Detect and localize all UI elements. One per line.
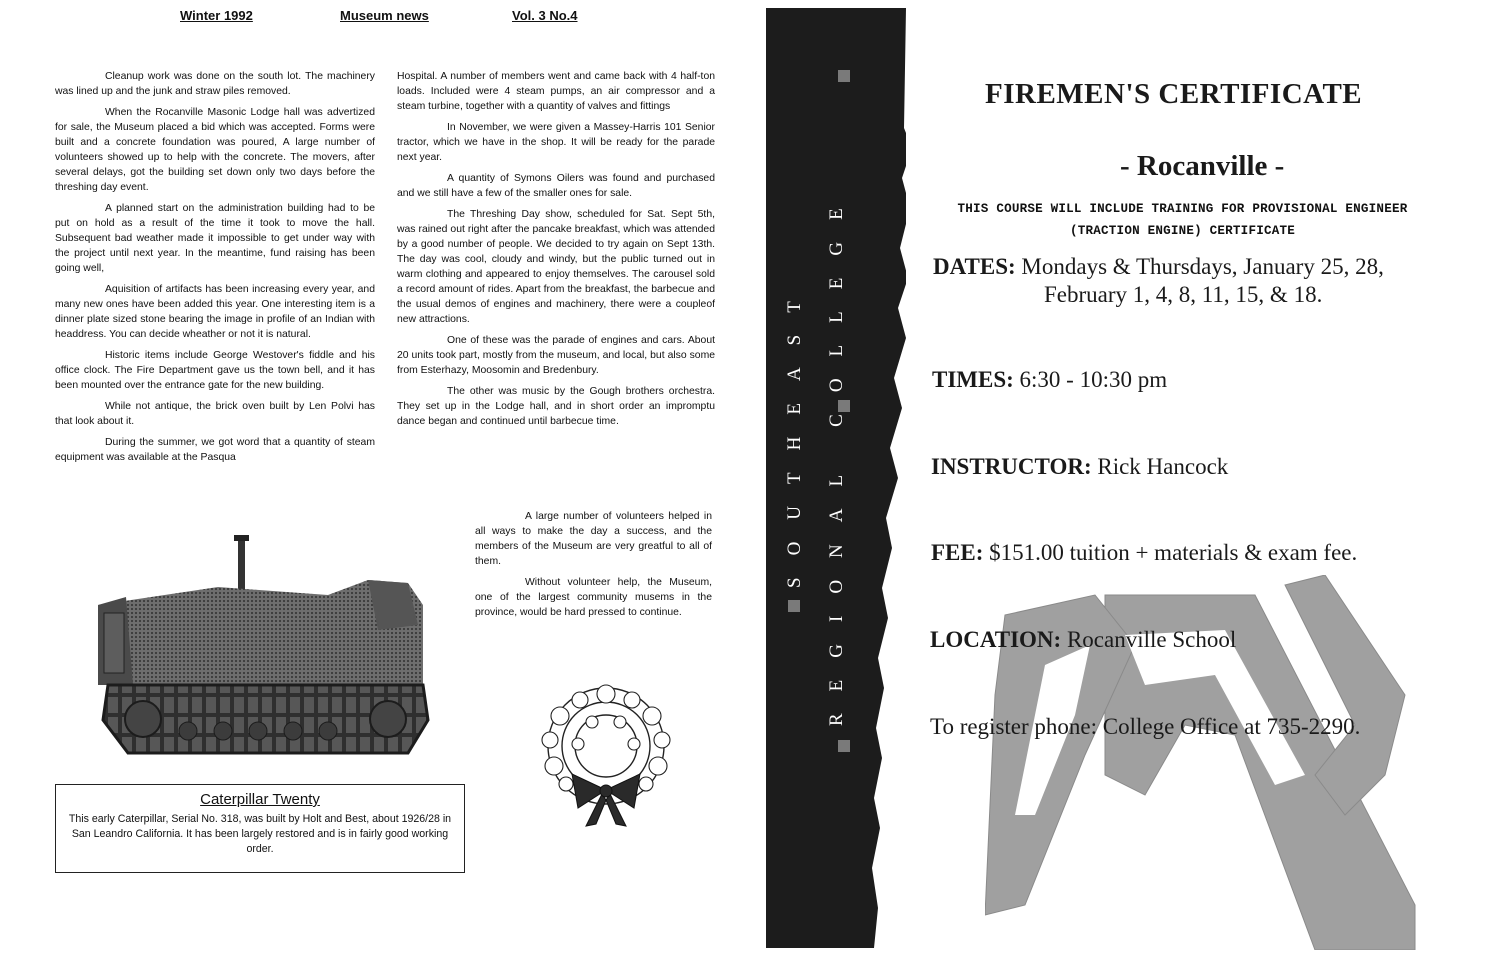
newsletter-title: Museum news bbox=[340, 8, 429, 23]
fee-line bbox=[931, 540, 1357, 566]
caterpillar-tractor-image bbox=[78, 535, 438, 775]
dates-line bbox=[933, 252, 1384, 282]
article-column-1 bbox=[55, 69, 375, 471]
location-value: Rocanville School bbox=[1066, 627, 1237, 652]
banner-text-regional-college: REGIONAL COLLEGE bbox=[826, 186, 847, 726]
flyer-subtitle: - Rocanville - bbox=[1120, 150, 1285, 182]
fee-value: $151.00 tuition + materials & exam fee. bbox=[989, 540, 1358, 565]
course-description bbox=[925, 198, 1440, 242]
article-paragraph: Aquisition of artifacts has been increasing every year, and many new ones have been added this year. One interesting item is a dinner plate sized stone bearing the image in profile of an Indian with headdress. You can decide wheather or not it is natural. bbox=[55, 284, 375, 340]
fee-label: FEE: bbox=[931, 540, 984, 565]
course-description-line-2: (TRACTION ENGINE) CERTIFICATE bbox=[1070, 224, 1295, 238]
instructor-label: INSTRUCTOR: bbox=[931, 454, 1092, 479]
wreath-image bbox=[520, 682, 692, 828]
newsletter-volume: Vol. 3 No.4 bbox=[512, 8, 578, 23]
course-description-line-1: THIS COURSE WILL INCLUDE TRAINING FOR PROVISIONAL ENGINEER bbox=[957, 202, 1408, 216]
article-paragraph: In November, we were given a Massey-Harris 101 Senior tractor, which we have in the shop. It will be ready for the parade next year. bbox=[397, 122, 715, 163]
newsletter-issue-date: Winter 1992 bbox=[180, 8, 253, 23]
article-column-2 bbox=[397, 69, 715, 435]
location-line bbox=[930, 627, 1236, 653]
banner-text-southeast: SOUTHEAST bbox=[784, 279, 805, 588]
dates-value: Mondays & Thursdays, January 25, 28, bbox=[1021, 254, 1384, 279]
article-paragraph: The other was music by the Gough brothers orchestra. They set up in the Lodge hall, and in short order an impromptu dance began and continued until barbecue time. bbox=[397, 386, 715, 427]
location-label: LOCATION: bbox=[930, 627, 1062, 652]
article-column-3 bbox=[475, 509, 712, 626]
article-paragraph: Cleanup work was done on the south lot. The machinery was lined up and the junk and straw piles removed. bbox=[55, 71, 375, 97]
article-paragraph: During the summer, we got word that a quantity of steam equipment was available at the Pasqua bbox=[55, 437, 375, 463]
times-label: TIMES: bbox=[932, 367, 1014, 392]
flyer-title: FIREMEN'S CERTIFICATE bbox=[985, 78, 1363, 110]
article-paragraph: While not antique, the brick oven built by Len Polvi has that look about it. bbox=[55, 401, 375, 427]
caption-text: This early Caterpillar, Serial No. 318, was built by Holt and Best, about 1926/28 in San Leandro California. It has been largely restored and is in fairly good working order. bbox=[68, 813, 452, 855]
instructor-value: Rick Hancock bbox=[1097, 454, 1229, 479]
caption-title: Caterpillar Twenty bbox=[200, 791, 320, 808]
article-paragraph: A large number of volunteers helped in all ways to make the day a success, and the members of the Museum are very greatful to all of them. bbox=[475, 511, 712, 567]
article-paragraph: Historic items include George Westover's fiddle and his office clock. The Fire Department gave us the town bell, and it has been mounted over the entrance gate for the new building. bbox=[55, 350, 375, 391]
article-paragraph: The Threshing Day show, scheduled for Sat. Sept 5th, was rained out right after the pancake breakfast, which was attended by a good number of people. We decided to try again on Sept 13th. The day was cool, cloudy and windy, but the public turned out in warm clothing and appeared to enjoy themselves. The carousel sold a record amount of rides. Apart from the breakfast, the barbecue and the usual demos of engines and machinery, there were a coupleof new attractions. bbox=[397, 209, 715, 325]
article-paragraph: A quantity of Symons Oilers was found and purchased and we still have a few of the smaller ones for sale. bbox=[397, 173, 715, 199]
instructor-line bbox=[931, 454, 1228, 480]
times-line bbox=[932, 367, 1167, 393]
article-paragraph: One of these was the parade of engines and cars. About 20 units took part, mostly from the museum, and local, but also some from Esterhazy, Moosomin and Bredenbury. bbox=[397, 335, 715, 376]
article-paragraph: Hospital. A number of members went and came back with 4 half-ton loads. Included were 4 steam pumps, an air compressor and a steam turbine, together with a quantity of valves and fittings bbox=[397, 71, 715, 112]
dates-label: DATES: bbox=[933, 254, 1016, 279]
times-value: 6:30 - 10:30 pm bbox=[1019, 367, 1168, 392]
article-paragraph: A planned start on the administration building had to be put on hold as a result of the time it took to move the hall. Subsequent bad weather made it impossible to get under way with the project until next year. In the meantime, fund raising has been going well, bbox=[55, 203, 375, 274]
tractor-caption-box bbox=[55, 784, 465, 873]
article-paragraph: When the Rocanville Masonic Lodge hall was advertized for sale, the Museum placed a bid which was accepted. Forms were built and a concrete foundation was poured, A large number of volunteers showed up to help with the concrete. The movers, after several delays, got the building set down only two days before the threshing day event. bbox=[55, 107, 375, 193]
article-paragraph: Without volunteer help, the Museum, one of the largest community musems in the province, would be hard pressed to continue. bbox=[475, 577, 712, 618]
dates-value-continued: February 1, 4, 8, 11, 15, & 18. bbox=[1044, 282, 1323, 307]
registration-info: To register phone: College Office at 735-2290. bbox=[930, 714, 1361, 739]
